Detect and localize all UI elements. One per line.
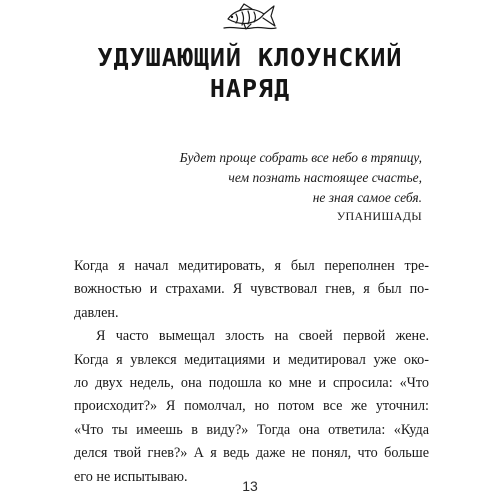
fish-icon [222,2,278,32]
chapter-title [0,42,500,104]
paragraph [74,255,429,325]
text-line: Когда я начал медитировать, я был переполнен тре- [74,258,429,274]
chapter-title-line: УДУШАЮЩИЙ КЛОУНСКИЙ [97,43,403,72]
text-line: ло двух недель, она подошла ко мне и спросила: «Что [74,375,429,392]
text-line: вожностью и страхами. Я чувствовал гнев, я был по- [74,281,429,298]
text-line: «Что ты имеешь в виду?» Тогда она ответила: «Куда [74,421,429,438]
epigraph-line: не зная самое себя. [312,190,422,205]
text-line: Я часто вымещал злость на своей первой жене. [96,328,429,345]
epigraph [102,148,422,208]
body-text [74,255,429,489]
paragraph [74,325,429,489]
page-number: 13 [242,478,258,494]
text-line: делся твой гнев?» А я ведь даже не понял, что больше [74,445,429,462]
chapter-title-line: НАРЯД [209,74,291,103]
epigraph-line: чем познать настоящее счастье, [228,170,422,185]
text-line: Когда я увлекся медитациями и медитировал уже око- [74,351,429,368]
epigraph-attribution: УПАНИШАДЫ [336,209,422,223]
text-line: его не испытываю. [74,468,188,485]
text-line: происходит?» Я помолчал, но потом все же уточнил: [74,398,429,415]
text-line: давлен. [74,304,119,321]
epigraph-line: Будет проще собрать все небо в тряпицу, [179,150,422,165]
